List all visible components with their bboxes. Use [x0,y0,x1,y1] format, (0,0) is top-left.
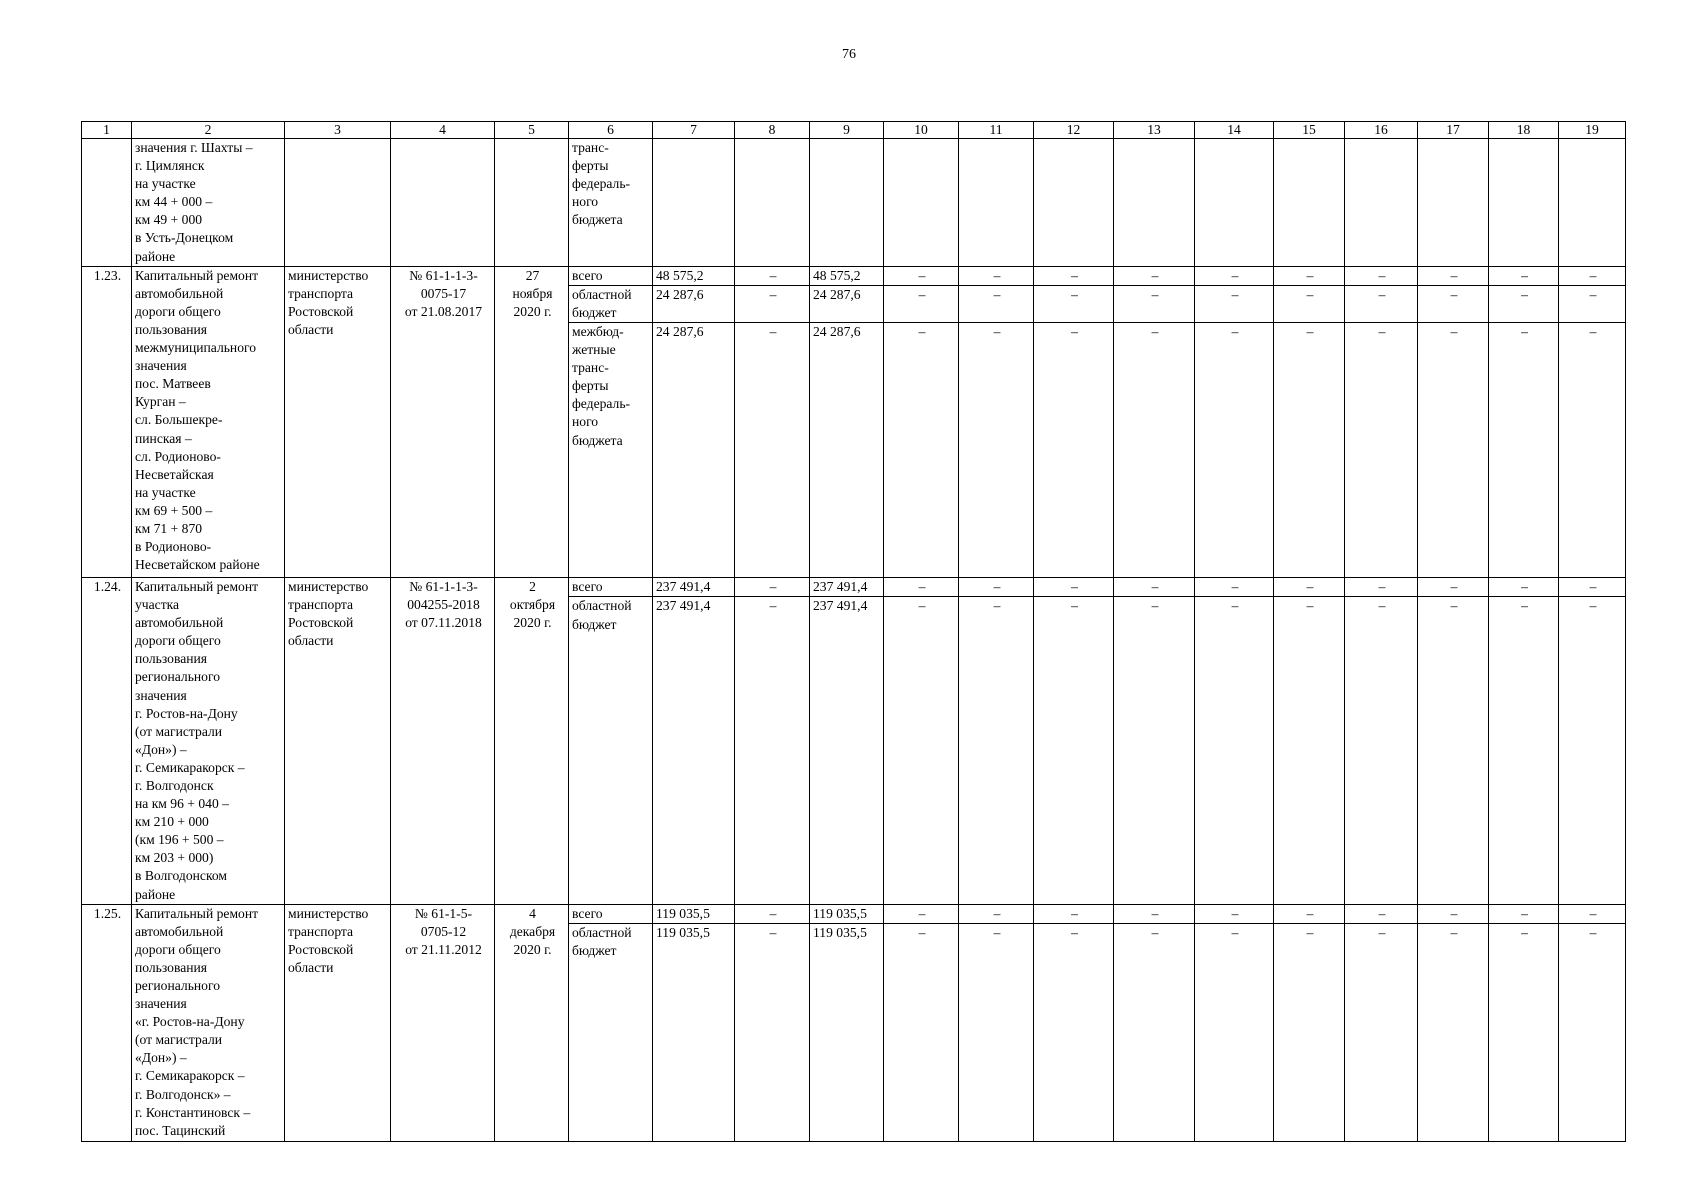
table-row [82,904,1626,923]
amount-cell: – [1274,322,1345,577]
source-cell: всего [569,904,653,923]
source-cell: межбюд- жетные транс- ферты федераль- ного бюджета [569,322,653,577]
col-number: 7 [653,122,735,139]
amount-cell: – [1559,577,1626,596]
empty-cell [735,139,810,267]
amount-cell: – [1489,923,1559,1141]
document-cell: № 61-1-5- 0705-12 от 21.11.2012 [391,904,495,1141]
amount-cell: – [1195,923,1274,1141]
col-number: 19 [1559,122,1626,139]
amount-cell: – [1345,285,1418,322]
amount-cell: – [1034,597,1114,904]
amount-cell: 24 287,6 [653,322,735,577]
financing-table [81,121,1626,1142]
amount-cell: – [1345,923,1418,1141]
col-number: 18 [1489,122,1559,139]
amount-cell: – [1345,322,1418,577]
amount-cell: – [1559,904,1626,923]
amount-cell: – [735,577,810,596]
amount-cell: – [1559,285,1626,322]
deadline-cell: 4 декабря 2020 г. [495,904,569,1141]
amount-cell: – [1418,577,1489,596]
amount-cell: 237 491,4 [810,577,884,596]
customer-cell: министерство транспорта Ростовской области [285,577,391,904]
amount-cell: 237 491,4 [810,597,884,904]
amount-cell: – [1489,597,1559,904]
amount-cell: – [1114,285,1195,322]
amount-cell: – [1274,597,1345,904]
amount-cell: 119 035,5 [810,904,884,923]
page-number: 76 [842,47,856,62]
col-number: 16 [1345,122,1418,139]
col-number: 15 [1274,122,1345,139]
amount-cell: – [1034,904,1114,923]
table-row [82,266,1626,285]
source-cell: транс- ферты федераль- ного бюджета [569,139,653,267]
amount-cell: 119 035,5 [653,904,735,923]
amount-cell: – [1195,597,1274,904]
amount-cell: – [1489,322,1559,577]
amount-cell: – [1114,577,1195,596]
amount-cell: – [1034,923,1114,1141]
deadline-cell: 27 ноября 2020 г. [495,266,569,577]
amount-cell: – [1034,266,1114,285]
col-number: 8 [735,122,810,139]
amount-cell: – [1489,266,1559,285]
col-number: 4 [391,122,495,139]
source-cell: всего [569,577,653,596]
amount-cell: – [1195,904,1274,923]
amount-cell: – [884,285,959,322]
col-number: 1 [82,122,132,139]
amount-cell: – [1418,597,1489,904]
source-cell: областной бюджет [569,285,653,322]
amount-cell: – [959,322,1034,577]
empty-cell [1345,139,1418,267]
empty-cell [495,139,569,267]
col-number: 10 [884,122,959,139]
source-cell: всего [569,266,653,285]
document-cell: № 61-1-1-3- 004255-2018 от 07.11.2018 [391,577,495,904]
col-number: 3 [285,122,391,139]
col-number: 17 [1418,122,1489,139]
col-number: 13 [1114,122,1195,139]
amount-cell: – [1274,923,1345,1141]
amount-cell: – [1345,577,1418,596]
customer-cell: министерство транспорта Ростовской области [285,904,391,1141]
amount-cell: – [1559,597,1626,904]
object-name-cell: Капитальный ремонт автомобильной дороги общего пользования межмуниципального значения пос. Матвеев Курган – сл. Большекре- пинская – сл. Родионово- Несветайская на участке км 69 + 500 – км 71 + 870 в Родионово- Несветайском районе [132,266,285,577]
col-number: 9 [810,122,884,139]
amount-cell: 48 575,2 [810,266,884,285]
amount-cell: – [1418,285,1489,322]
amount-cell: – [1274,266,1345,285]
amount-cell: – [884,266,959,285]
empty-cell [810,139,884,267]
deadline-cell: 2 октября 2020 г. [495,577,569,904]
source-cell: областной бюджет [569,923,653,1141]
amount-cell: – [1114,904,1195,923]
amount-cell: – [1114,322,1195,577]
item-number-cell: 1.25. [82,904,132,1141]
empty-cell [1274,139,1345,267]
amount-cell: 24 287,6 [653,285,735,322]
empty-cell [82,139,132,267]
item-number-cell: 1.24. [82,577,132,904]
amount-cell: – [1195,285,1274,322]
amount-cell: 237 491,4 [653,597,735,904]
col-number: 6 [569,122,653,139]
amount-cell: – [1034,285,1114,322]
amount-cell: – [1559,266,1626,285]
object-name-cell: Капитальный ремонт участка автомобильной дороги общего пользования регионального значения г. Ростов-на-Дону (от магистрали «Дон») – г. Семикаракорск – г. Волгодонск на км 96 + 040 – км 210 + 000 (км 196 + 500 – км 203 + 000) в Волгодонском районе [132,577,285,904]
amount-cell: – [1195,322,1274,577]
amount-cell: – [1418,266,1489,285]
amount-cell: – [959,266,1034,285]
amount-cell: – [884,577,959,596]
item-number-cell: 1.23. [82,266,132,577]
column-number-row [82,122,1626,139]
amount-cell: – [959,597,1034,904]
amount-cell: – [1418,322,1489,577]
amount-cell: – [1114,597,1195,904]
table-row [82,577,1626,596]
amount-cell: – [884,923,959,1141]
amount-cell: 48 575,2 [653,266,735,285]
amount-cell: – [1559,923,1626,1141]
amount-cell: – [884,322,959,577]
amount-cell: 119 035,5 [653,923,735,1141]
empty-cell [1489,139,1559,267]
col-number: 11 [959,122,1034,139]
amount-cell: 237 491,4 [653,577,735,596]
col-number: 12 [1034,122,1114,139]
amount-cell: – [1345,904,1418,923]
amount-cell: 24 287,6 [810,285,884,322]
amount-cell: – [1345,597,1418,904]
amount-cell: – [959,904,1034,923]
amount-cell: – [1489,577,1559,596]
amount-cell: – [884,597,959,904]
amount-cell: 24 287,6 [810,322,884,577]
amount-cell: – [735,266,810,285]
amount-cell: – [959,577,1034,596]
amount-cell: – [735,285,810,322]
col-number: 5 [495,122,569,139]
amount-cell: – [1195,266,1274,285]
amount-cell: – [735,597,810,904]
source-cell: областной бюджет [569,597,653,904]
object-name-cell: Капитальный ремонт автомобильной дороги общего пользования регионального значения «г. Ростов-на-Дону (от магистрали «Дон») – г. Семикаракорск – г. Волгодонск» – г. Константиновск – пос. Тацинский [132,904,285,1141]
amount-cell: – [1034,577,1114,596]
amount-cell: 119 035,5 [810,923,884,1141]
amount-cell: – [735,923,810,1141]
amount-cell: – [1418,923,1489,1141]
amount-cell: – [1195,577,1274,596]
amount-cell: – [959,923,1034,1141]
customer-cell: министерство транспорта Ростовской области [285,266,391,577]
amount-cell: – [1274,577,1345,596]
amount-cell: – [735,322,810,577]
amount-cell: – [1559,322,1626,577]
object-name-cell: значения г. Шахты – г. Цимлянск на участке км 44 + 000 – км 49 + 000 в Усть-Донецком районе [132,139,285,267]
amount-cell: – [1034,322,1114,577]
amount-cell: – [1274,285,1345,322]
document-cell: № 61-1-1-3- 0075-17 от 21.08.2017 [391,266,495,577]
amount-cell: – [1489,285,1559,322]
empty-cell [1114,139,1195,267]
amount-cell: – [1345,266,1418,285]
empty-cell [1034,139,1114,267]
empty-cell [959,139,1034,267]
continuation-row [82,139,1626,267]
amount-cell: – [735,904,810,923]
empty-cell [285,139,391,267]
amount-cell: – [1274,904,1345,923]
empty-cell [1418,139,1489,267]
empty-cell [391,139,495,267]
amount-cell: – [1489,904,1559,923]
empty-cell [1195,139,1274,267]
empty-cell [1559,139,1626,267]
amount-cell: – [884,904,959,923]
empty-cell [884,139,959,267]
amount-cell: – [1114,266,1195,285]
amount-cell: – [959,285,1034,322]
amount-cell: – [1114,923,1195,1141]
amount-cell: – [1418,904,1489,923]
col-number: 2 [132,122,285,139]
empty-cell [653,139,735,267]
col-number: 14 [1195,122,1274,139]
